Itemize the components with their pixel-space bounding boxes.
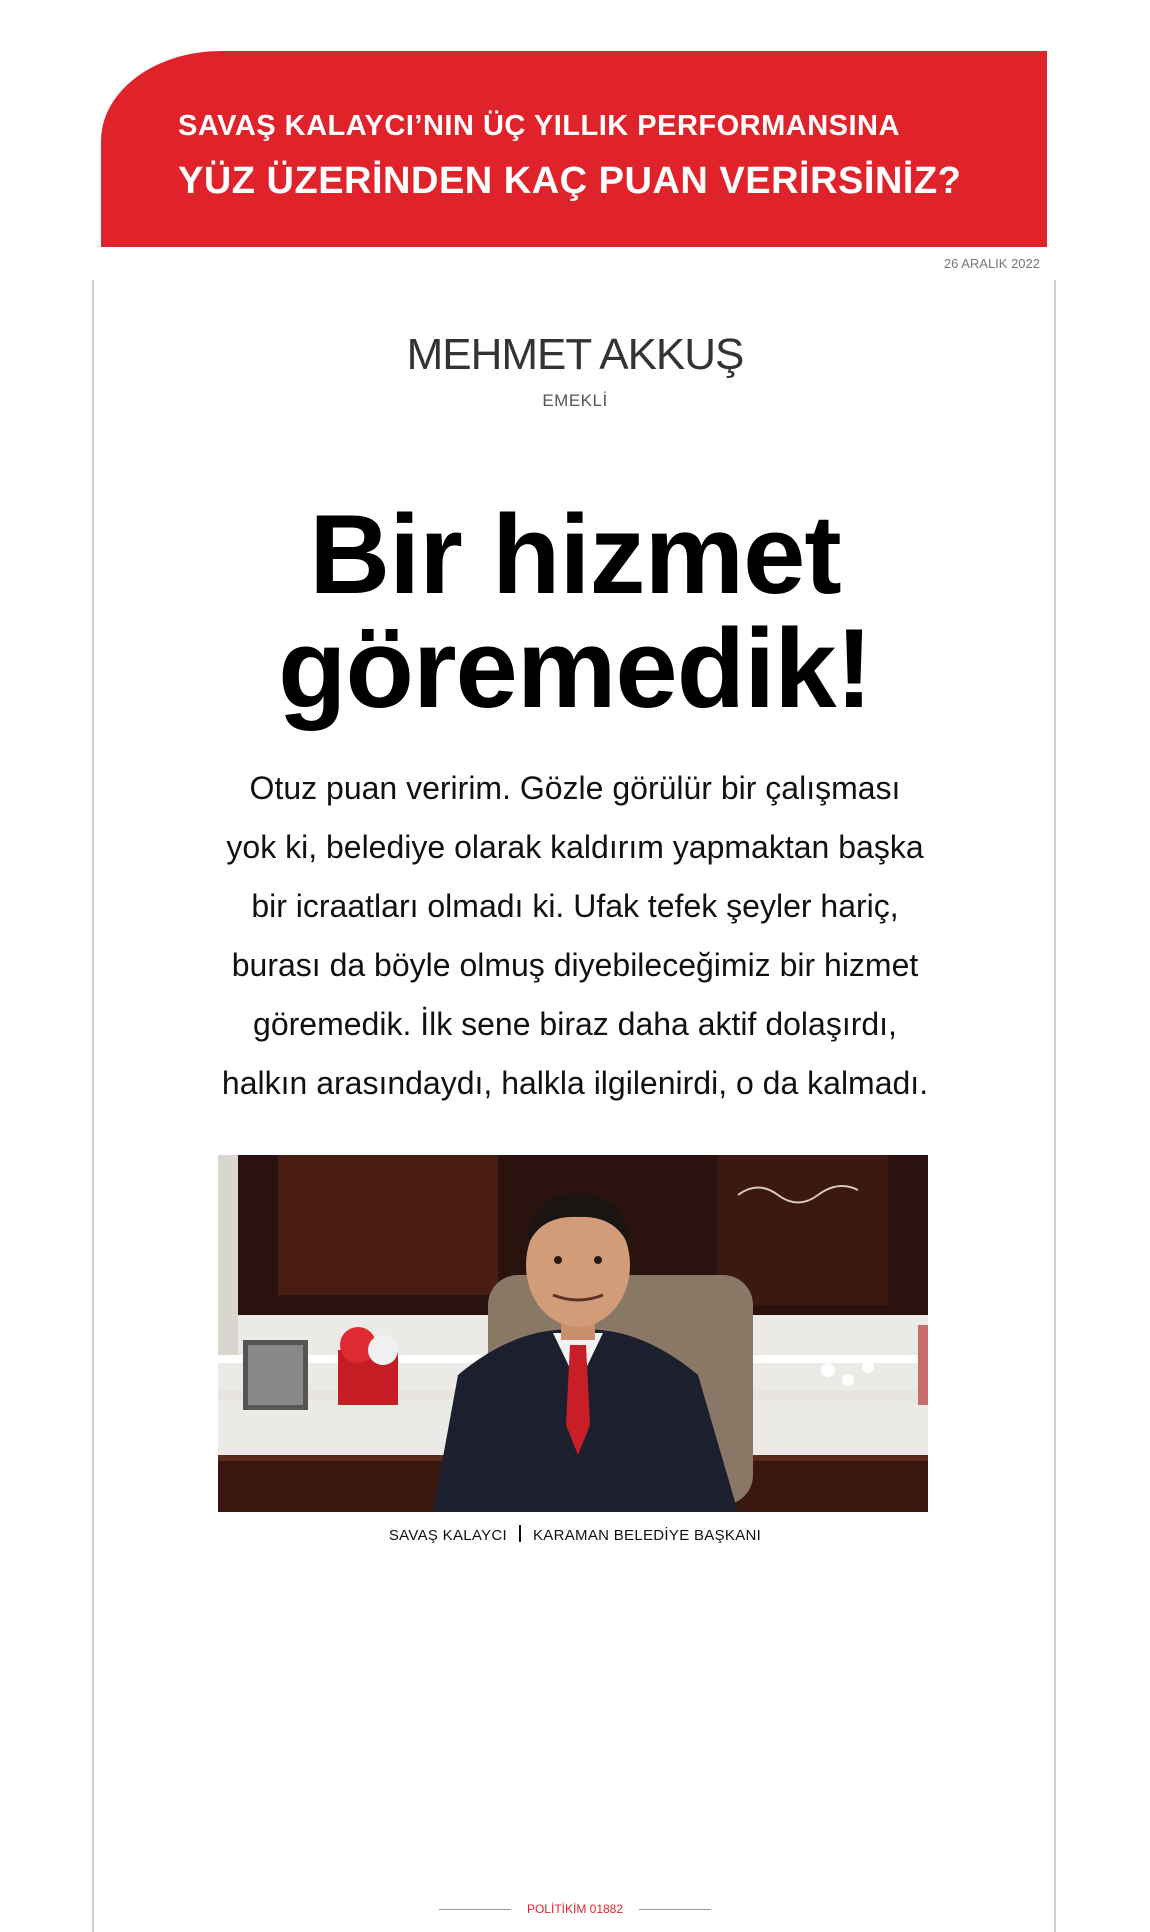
page-footer [0,1902,1150,1916]
article-body [200,759,950,1113]
footer-code: POLİTİKİM 01882 [526,1902,624,1916]
banner-question-line1: SAVAŞ KALAYCI’NIN ÜÇ YILLIK PERFORMANSINA [178,110,900,142]
banner-question-line2: YÜZ ÜZERİNDEN KAÇ PUAN VERİRSİNİZ? [178,160,962,202]
headline [0,492,1150,731]
body-line: halkın arasındaydı, halkla ilgilenirdi, o da kalmadı. [221,1065,929,1101]
publication-date: 26 ARALIK 2022 [943,256,1040,271]
author-name: MEHMET AKKUŞ [406,330,744,379]
photo-caption [0,1525,1150,1544]
footer-rule-left [439,1909,511,1910]
body-line: yok ki, belediye olarak kaldırım yapmaktan başka [226,829,924,865]
headline-line1: Bir hizmet [309,492,841,617]
author-role: EMEKLİ [542,391,608,410]
headline-line2: göremedik! [278,606,872,731]
body-line: bir icraatları olmadı ki. Ufak tefek şeyler hariç, [251,888,899,924]
body-line: burası da böyle olmuş diyebileceğimiz bir hizmet [231,947,919,983]
body-line: Otuz puan veririm. Gözle görülür bir çalışması [249,770,901,806]
caption-separator [519,1525,521,1542]
body-line: göremedik. İlk sene biraz daha aktif dolaşırdı, [253,1006,897,1042]
caption-title: KARAMAN BELEDİYE BAŞKANI [533,1527,762,1544]
footer-rule-right [639,1909,711,1910]
portrait-photo [218,1155,928,1512]
caption-name: SAVAŞ KALAYCI [388,1527,507,1544]
header-banner [101,51,1047,247]
